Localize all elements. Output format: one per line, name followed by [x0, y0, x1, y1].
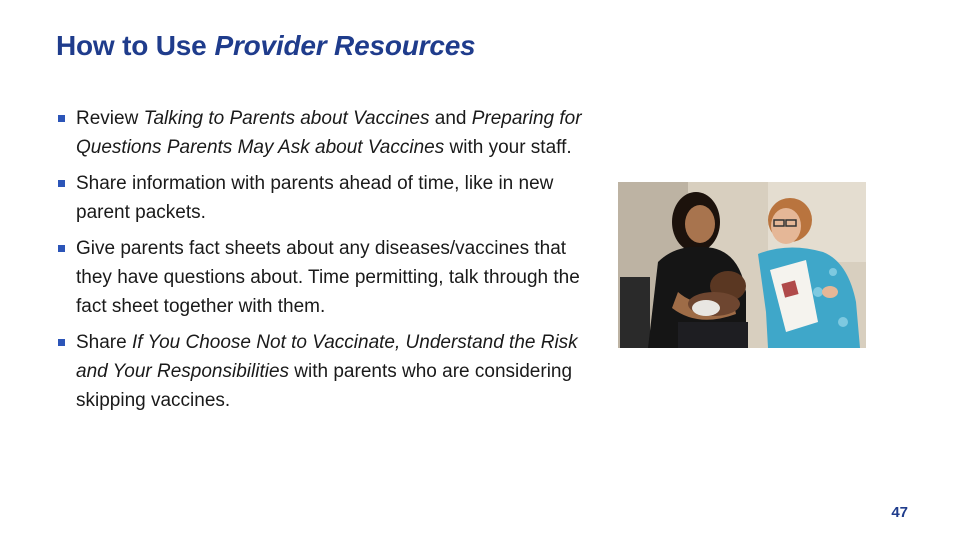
bullet-square-icon: [58, 245, 65, 252]
bullet-item-share-choose-not: Share If You Choose Not to Vaccinate, Understand the Risk and Your Responsibilities with parents who are considering skipping vaccines.: [56, 328, 596, 415]
photo-mother-baby-nurse-icon: [618, 182, 866, 348]
bullet-item-review: Review Talking to Parents about Vaccines and Preparing for Questions Parents May Ask about Vaccines with your staff.: [56, 104, 596, 162]
bullet-square-icon: [58, 180, 65, 187]
page-number: 47: [891, 504, 908, 521]
bullet-item-fact-sheets: Give parents fact sheets about any diseases/vaccines that they have questions about. Time permitting, talk through the fact sheet together with them.: [56, 234, 596, 321]
page-title: [56, 30, 475, 62]
bullet-square-icon: [58, 115, 65, 122]
bullet-list: [56, 104, 596, 422]
bullet-square-icon: [58, 339, 65, 346]
resource-title: Talking to Parents about Vaccines: [143, 108, 430, 129]
title-italic: Provider Resources: [214, 30, 476, 61]
bullet-item-share-information: Share information with parents ahead of time, like in new parent packets.: [56, 169, 596, 227]
title-plain: How to Use: [56, 30, 207, 61]
resource-title: Preparing for Questions Parents May Ask about Vaccines: [76, 108, 582, 158]
resource-title: If You Choose Not to Vaccinate, Understand the Risk and Your Responsibilities: [76, 332, 578, 382]
